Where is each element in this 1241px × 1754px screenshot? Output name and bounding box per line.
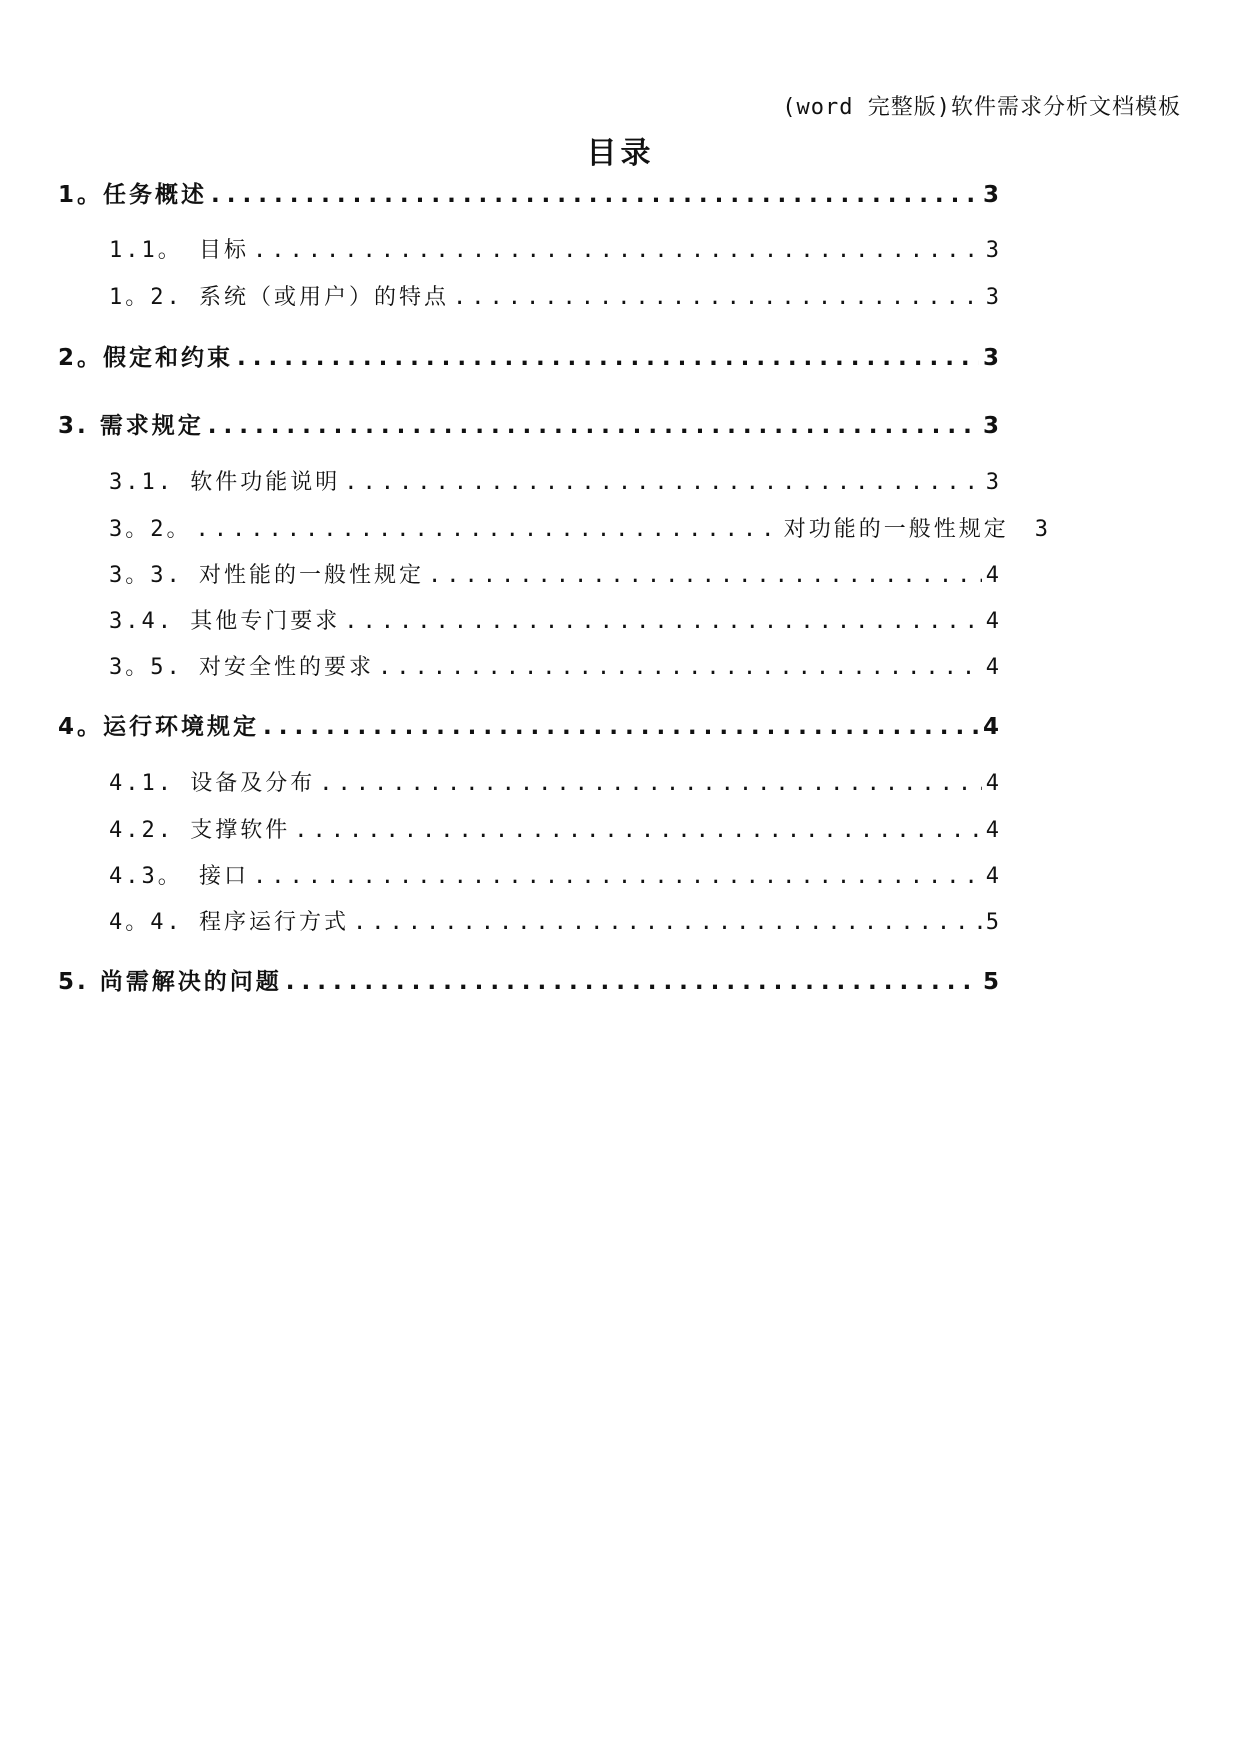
toc-entry-3-5[interactable] (109, 650, 1002, 681)
toc-entry-label: 4.1. 设备及分布 (109, 771, 316, 796)
dot-leader (263, 714, 979, 740)
dot-leader (428, 563, 982, 588)
toc-page-number: 4 (985, 818, 1002, 843)
toc-page-number: 5 (982, 969, 1002, 995)
toc-entry-label: 4。4. 程序运行方式 (109, 910, 349, 935)
toc-entry-4[interactable] (58, 708, 1002, 741)
toc-page-number: 4 (985, 864, 1002, 889)
toc-entry-3-3[interactable] (109, 558, 1002, 589)
toc-entry-label: 5. 尚需解决的问题 (58, 969, 282, 995)
toc-entry-4-3[interactable] (109, 859, 1002, 890)
toc-page-number: 3 (985, 285, 1002, 310)
dot-leader (211, 182, 979, 208)
toc-page-number: 3 (985, 470, 1002, 495)
dot-leader (237, 345, 979, 371)
toc-entry-label: 4.3。 接口 (109, 864, 249, 889)
toc-entry-3-1[interactable] (109, 465, 1002, 496)
toc-entry-label: 3.4. 其他专门要求 (109, 609, 341, 634)
toc-title: 目录 (586, 136, 655, 171)
toc-page-number: 3 (982, 182, 1002, 208)
toc-entry-label: 3。3. 对性能的一般性规定 (109, 563, 424, 588)
toc-entry-label: 3。5. 对安全性的要求 (109, 655, 374, 680)
toc-entry-label: 1。2. 系统（或用户）的特点 (109, 285, 449, 310)
toc-entry-label: 4。运行环境规定 (58, 714, 260, 740)
toc-page-number: 3 (1034, 517, 1051, 542)
toc-entry-1-1[interactable] (109, 233, 1002, 264)
dot-leader (196, 517, 776, 542)
toc-entry-label: 4.2. 支撑软件 (109, 818, 291, 843)
toc-entry-label: 3.1. 软件功能说明 (109, 470, 341, 495)
toc-page-number: 4 (985, 655, 1002, 680)
toc-page-number: 4 (985, 563, 1002, 588)
dot-leader (319, 771, 982, 796)
toc-entry-4-1[interactable] (109, 766, 1002, 797)
toc-entry-label: 3. 需求规定 (58, 413, 204, 439)
dot-leader (208, 413, 979, 439)
toc-page-number: 3 (982, 413, 1002, 439)
toc-entry-3-4[interactable] (109, 604, 1002, 635)
dot-leader (378, 655, 982, 680)
toc-entry-label: 3。2。 (109, 517, 192, 542)
toc-entry-1-2[interactable] (109, 280, 1002, 311)
toc-entry-3[interactable] (58, 407, 1002, 440)
toc-page-number: 4 (982, 714, 1002, 740)
toc-entry-2[interactable] (58, 339, 1002, 372)
dot-leader (253, 238, 982, 263)
toc-entry-title: 对功能的一般性规定 (783, 517, 1009, 542)
toc-page-number: 3 (982, 345, 1002, 371)
toc-entry-label: 1.1。 目标 (109, 238, 249, 263)
dot-leader (344, 470, 982, 495)
toc-entry-4-4[interactable] (109, 905, 1002, 936)
toc-entry-label: 1。任务概述 (58, 182, 208, 208)
toc-entry-4-2[interactable] (109, 813, 1002, 844)
toc-entry-5[interactable] (58, 963, 1002, 996)
dot-leader (353, 910, 982, 935)
dot-leader (453, 285, 982, 310)
toc-entry-1[interactable] (58, 176, 1002, 209)
toc-entry-3-2[interactable] (109, 512, 1051, 543)
toc-page-number: 3 (985, 238, 1002, 263)
toc-page-number: 4 (985, 609, 1002, 634)
dot-leader (253, 864, 982, 889)
toc-entry-label: 2。假定和约束 (58, 345, 234, 371)
dot-leader (286, 969, 979, 995)
dot-leader (344, 609, 982, 634)
document-header: (word 完整版)软件需求分析文档模板 (782, 95, 1181, 120)
toc-page-number: 5 (985, 910, 1002, 935)
toc-page-number: 4 (985, 771, 1002, 796)
dot-leader (294, 818, 982, 843)
